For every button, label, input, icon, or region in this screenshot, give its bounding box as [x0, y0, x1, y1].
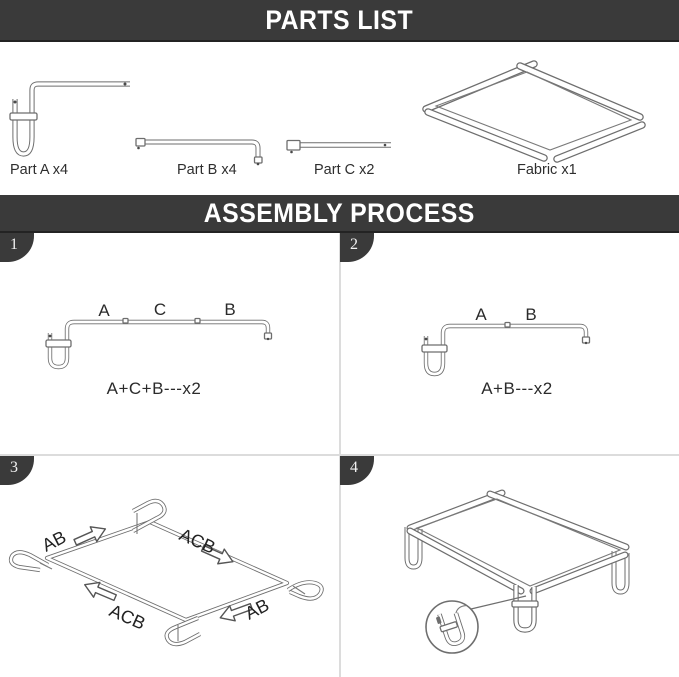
assembly-process-banner: [0, 195, 679, 233]
step1-hole-icon: [267, 338, 269, 340]
part-a-drawing: [5, 75, 140, 167]
step-2-drawing: [340, 233, 679, 454]
step-3-number: 3: [10, 459, 18, 476]
step-1-drawing: [0, 233, 339, 454]
fabric-drawing: [420, 60, 648, 165]
corner-hook-icon: [167, 618, 200, 644]
step3-label-ab-topleft: AB: [38, 526, 70, 556]
corner-hook-icon: [11, 552, 52, 570]
step3-label-acb-topright: ACB: [176, 524, 219, 558]
step3-label-acb-bottomleft: ACB: [106, 600, 149, 634]
step3-label-ab-bottomright: AB: [241, 594, 273, 624]
bed-leg-icon: [512, 585, 538, 630]
part-c-label: Part C x2: [314, 162, 375, 178]
part-b-label: Part B x4: [177, 162, 237, 178]
step1-segment-c-label: C: [153, 300, 167, 319]
corner-hook-icon: [133, 501, 165, 534]
step2-hole-icon: [585, 342, 587, 344]
step2-segment-b-label: B: [525, 305, 537, 324]
step-4-drawing: [340, 455, 679, 677]
part-c-drawing: [285, 136, 397, 156]
step-3-drawing: [0, 455, 339, 677]
parts-list-title: PARTS LIST: [265, 4, 414, 35]
part-a-ferrule: [10, 113, 37, 120]
step1-segment-a-label: A: [98, 301, 110, 320]
step2-hole-icon: [425, 338, 428, 341]
step2-formula: A+B---x2: [481, 379, 553, 398]
magnifier-detail: [426, 596, 526, 653]
part-c-hole-icon: [290, 151, 293, 154]
assembly-process-title: ASSEMBLY PROCESS: [203, 197, 476, 228]
fabric-label: Fabric x1: [517, 162, 577, 178]
part-a-hole-icon: [14, 101, 17, 104]
part-b-hole-icon: [137, 147, 140, 150]
step1-segment-b-label: B: [224, 300, 236, 319]
part-b-hole-icon: [257, 163, 260, 166]
step1-formula: A+C+B---x2: [106, 379, 202, 398]
corner-hook-icon: [288, 582, 322, 598]
parts-list-banner: [0, 0, 679, 42]
part-a-hole-icon: [124, 83, 127, 86]
part-a-label: Part A x4: [10, 162, 69, 178]
part-c-hole-icon: [384, 144, 387, 147]
step-4-number: 4: [350, 459, 358, 476]
step2-segment-a-label: A: [475, 305, 487, 324]
step-1-number: 1: [10, 236, 18, 253]
step1-hole-icon: [49, 335, 52, 338]
fabric-top: [410, 493, 626, 591]
step-2-number: 2: [350, 236, 358, 253]
